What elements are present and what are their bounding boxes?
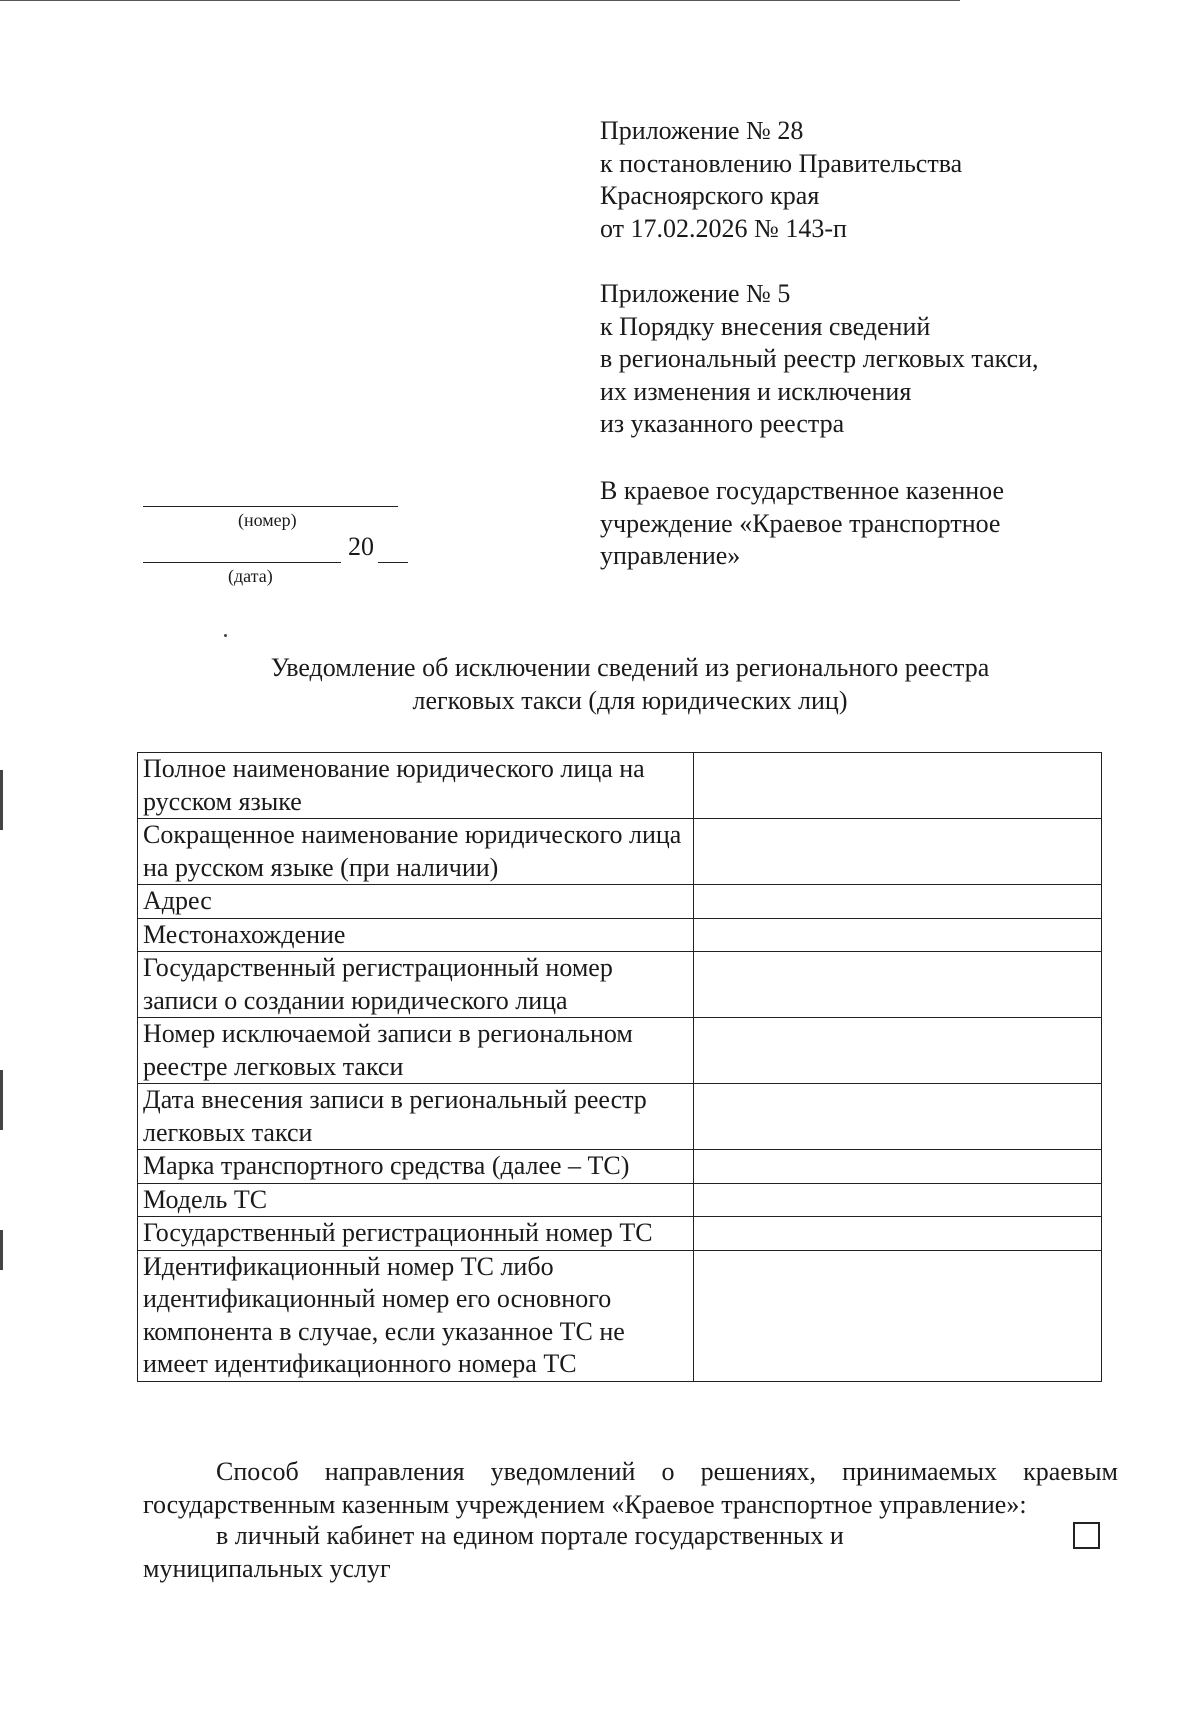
appendix-5-line: их изменения и исключения — [600, 376, 912, 406]
table-row — [138, 918, 1102, 952]
date-fill-line[interactable] — [143, 562, 341, 563]
document-title-line: легковых такси (для юридических лиц) — [412, 686, 848, 715]
field-label: Идентификационный номер ТС либо идентификационный номер его основного компонента в случае, если указанное ТС не имеет идентификационного номера ТС — [138, 1250, 694, 1381]
appendix-28-line: к постановлению Правительства — [600, 148, 963, 178]
scan-top-rule — [0, 0, 960, 1]
addressee-block — [600, 475, 1004, 573]
field-label: Государственный регистрационный номер ТС — [138, 1217, 694, 1251]
appendix-5-line: Приложение № 5 — [600, 279, 791, 308]
year-fill-line[interactable] — [378, 562, 408, 563]
addressee-line: учреждение «Краевое транспортное — [600, 508, 1001, 538]
scan-edge-mark — [0, 1070, 3, 1130]
appendix-5-line: в региональный реестр легковых такси, — [600, 344, 1039, 373]
appendix-5-header — [600, 278, 1039, 441]
notification-fields-table — [137, 752, 1102, 1382]
field-value-cell[interactable] — [694, 1018, 1102, 1084]
scan-speck — [224, 634, 227, 637]
notification-option-label: в личный кабинет на едином портале государственных и — [216, 1521, 844, 1550]
field-label: Марка транспортного средства (далее – ТС) — [138, 1150, 694, 1184]
appendix-5-line: из указанного реестра — [600, 409, 845, 438]
scan-edge-mark — [0, 1230, 3, 1270]
table-row — [138, 1217, 1102, 1251]
appendix-28-header — [600, 115, 962, 245]
scan-edge-mark — [0, 770, 3, 830]
appendix-28-line: Приложение № 28 — [600, 116, 804, 145]
table-row — [138, 1183, 1102, 1217]
field-value-cell[interactable] — [694, 1217, 1102, 1251]
field-label: Адрес — [138, 885, 694, 919]
field-label: Местонахождение — [138, 918, 694, 952]
appendix-28-line: Красноярского края — [600, 181, 820, 210]
field-value-cell[interactable] — [694, 1084, 1102, 1150]
notification-option-checkbox[interactable] — [1073, 1522, 1100, 1549]
table-row — [138, 952, 1102, 1018]
notification-option-row — [143, 1520, 1103, 1585]
field-label: Государственный регистрационный номер записи о создании юридического лица — [138, 952, 694, 1018]
table-row — [138, 1150, 1102, 1184]
document-title-line: Уведомление об исключении сведений из регионального реестра — [270, 653, 990, 682]
table-row — [138, 1018, 1102, 1084]
table-row — [138, 1084, 1102, 1150]
field-value-cell[interactable] — [694, 1183, 1102, 1217]
field-label: Номер исключаемой записи в региональном реестре легковых такси — [138, 1018, 694, 1084]
field-label: Модель ТС — [138, 1183, 694, 1217]
date-caption: (дата) — [228, 566, 273, 586]
field-label: Сокращенное наименование юридического лица на русском языке (при наличии) — [138, 819, 694, 885]
addressee-line: управление» — [600, 541, 741, 570]
addressee-line: В краевое государственное казенное — [600, 476, 1005, 505]
notification-method-section — [143, 1456, 1118, 1521]
table-row — [138, 819, 1102, 885]
field-label: Полное наименование юридического лица на русском языке — [138, 753, 694, 819]
table-row — [138, 753, 1102, 819]
field-label: Дата внесения записи в региональный реестр легковых такси — [138, 1084, 694, 1150]
field-value-cell[interactable] — [694, 1150, 1102, 1184]
notification-method-text: Способ направления уведомлений о решениях, принимаемых краевым государственным казенным учреждением «Краевое транспортное управление»: — [143, 1457, 1118, 1519]
appendix-5-line: к Порядку внесения сведений — [600, 311, 931, 341]
appendix-28-line: от 17.02.2026 № 143-п — [600, 213, 847, 243]
field-value-cell[interactable] — [694, 1250, 1102, 1381]
number-caption: (номер) — [238, 510, 297, 530]
field-value-cell[interactable] — [694, 753, 1102, 819]
field-value-cell[interactable] — [694, 819, 1102, 885]
field-value-cell[interactable] — [694, 918, 1102, 952]
notification-option-label-cont: муниципальных услуг — [143, 1553, 391, 1583]
field-value-cell[interactable] — [694, 885, 1102, 919]
field-value-cell[interactable] — [694, 952, 1102, 1018]
table-row — [138, 885, 1102, 919]
year-prefix: 20 — [348, 532, 374, 561]
document-title — [180, 651, 1080, 717]
table-row — [138, 1250, 1102, 1381]
number-fill-line[interactable] — [143, 506, 398, 507]
